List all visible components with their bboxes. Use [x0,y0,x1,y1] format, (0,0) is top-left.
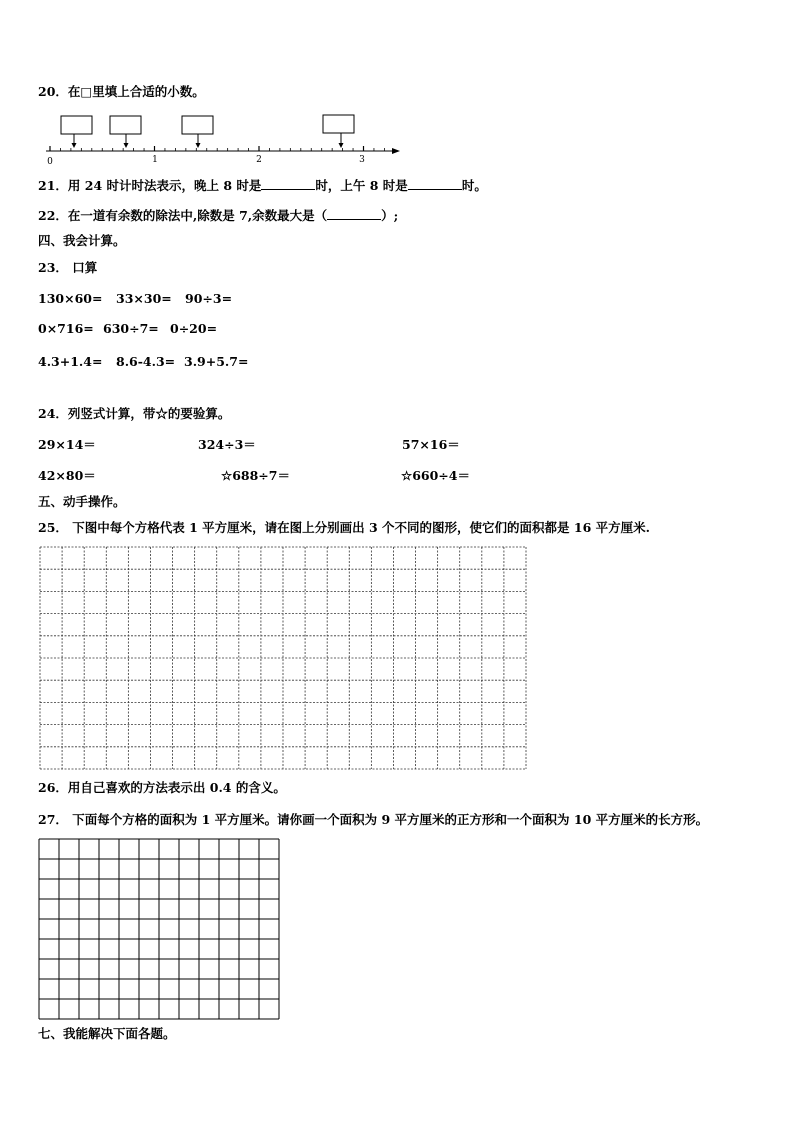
answer-box-2 [110,116,141,134]
q23-item: 90÷3= [185,291,233,306]
dashed-grid-25[interactable] [39,546,527,770]
q24-item: ☆688÷7＝ [221,468,290,483]
q24-item: 29×14＝ [38,437,96,452]
q23-item: 33×30= [116,291,172,306]
q23-item: 4.3+1.4= [38,354,103,369]
tick-label-0: 0 [47,157,53,167]
q27-text: 27． 下面每个方格的面积为 1 平方厘米。请你画一个面积为 9 平方厘米的正方形和一个面积为 10 平方厘米的长方形。 [38,812,709,827]
q22-text: 22．在一道有余数的除法中,除数是 7,余数最大是（ ）; [38,208,399,223]
answer-box-3 [182,116,213,134]
section-5-heading: 五、动手操作。 [38,494,126,509]
tick-label-3: 3 [359,155,365,165]
arrow-down-icon [72,143,77,148]
tick-label-2: 2 [256,155,262,165]
q23-title: 23． 口算 [38,260,98,275]
q26-text: 26．用自己喜欢的方法表示出 0.4 的含义。 [38,780,286,795]
arrow-down-icon [196,143,201,148]
q23-item: 0÷20= [170,321,218,336]
square-grid-27[interactable] [38,838,280,1020]
tick-label-1: 1 [152,155,158,165]
q20-text: 20．在□里填上合适的小数。 [38,84,205,99]
answer-box-1 [61,116,92,134]
q24-item: ☆660÷4＝ [401,468,470,483]
q25-text: 25． 下图中每个方格代表 1 平方厘米，请在图上分别画出 3 个不同的图形，使它们的面积都是 16 平方厘米. [38,520,651,535]
blank-evening[interactable] [261,177,315,190]
q23-item: 3.9+5.7= [184,354,249,369]
section-4-heading: 四、我会计算。 [38,233,126,248]
blank-morning[interactable] [408,177,462,190]
q23-item: 8.6-4.3= [116,354,176,369]
q23-item: 130×60= [38,291,103,306]
arrow-down-icon [339,143,344,148]
arrow-down-icon [124,143,129,148]
section-7-heading: 七、我能解决下面各题。 [38,1026,176,1041]
number-line [40,112,410,168]
axis-arrow-icon [392,148,400,154]
q24-title: 24．列竖式计算，带☆的要验算。 [38,406,231,421]
q23-item: 630÷7= [103,321,159,336]
q24-item: 42×80＝ [38,468,96,483]
answer-box-4 [323,115,354,133]
blank-remainder[interactable] [327,207,381,220]
q24-item: 324÷3＝ [198,437,256,452]
q23-item: 0×716= [38,321,94,336]
q21-text: 21．用 24 时计时法表示，晚上 8 时是 时，上午 8 时是 时。 [38,178,487,193]
q24-item: 57×16＝ [402,437,460,452]
